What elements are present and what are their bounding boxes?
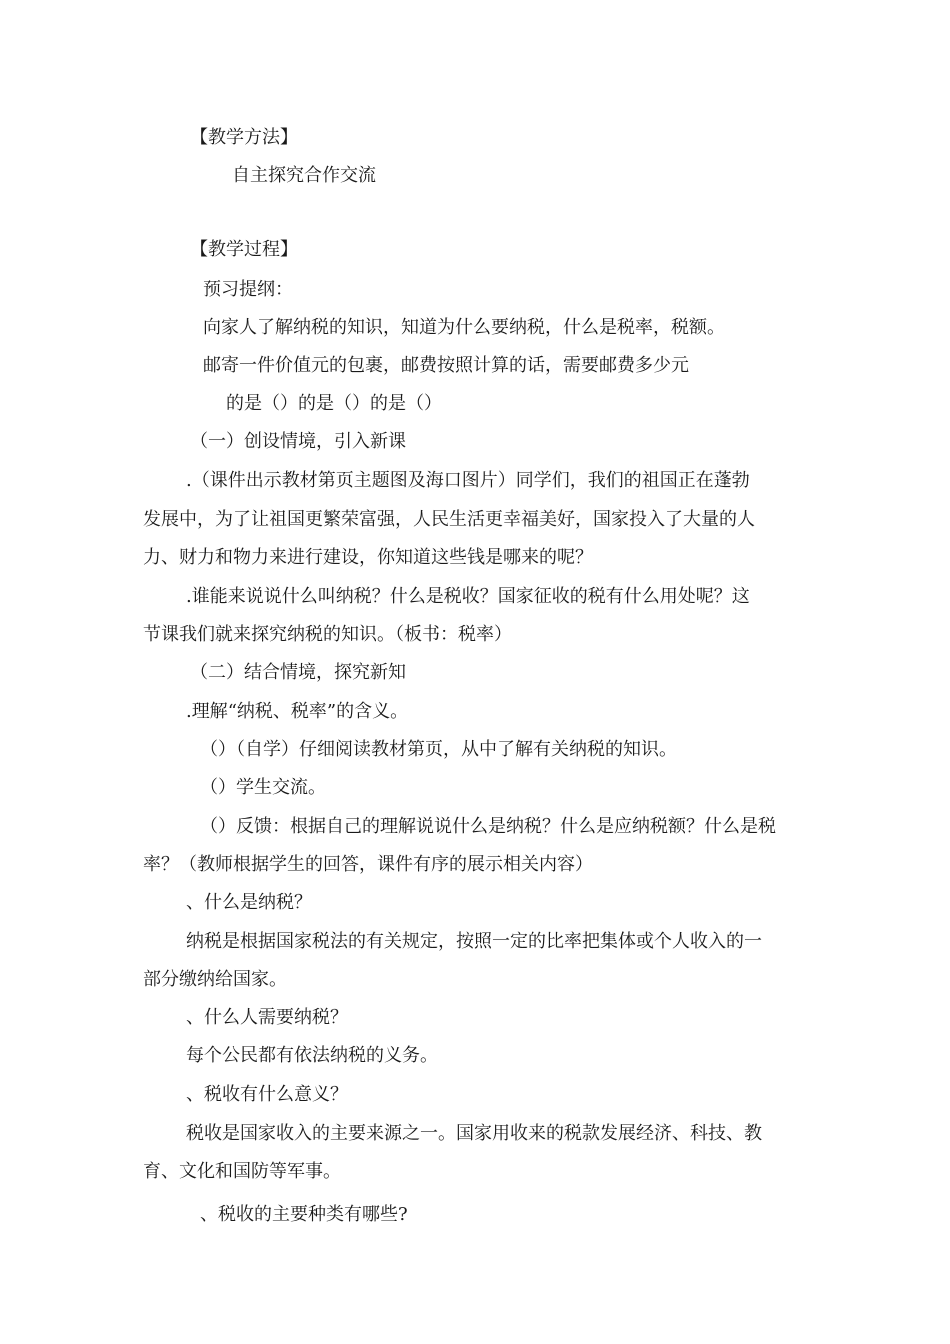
item-1: .理解“纳税、税率”的含义。 [186,701,409,722]
answer-3-line-1: 税收是国家收入的主要来源之一。国家用收来的税款发展经济、科技、教 [186,1123,762,1144]
preview-item-2: 邮寄一件价值元的包裹，邮费按照计算的话，需要邮费多少元 [203,355,689,376]
paragraph-1-line-3: 力、财力和物力来进行建设，你知道这些钱是哪来的呢？ [143,547,593,568]
preview-item-3: 的是（）的是（）的是（） [226,393,442,414]
question-4: 、税收的主要种类有哪些? [200,1204,408,1225]
method-heading: 【教学方法】 [190,127,298,148]
answer-2: 每个公民都有依法纳税的义务。 [186,1045,438,1066]
preview-label: 预习提纲： [203,279,293,300]
paragraph-2-line-2: 节课我们就来探究纳税的知识。（板书：税率） [143,624,512,645]
paragraph-1-line-1: .（课件出示教材第页主题图及海口图片）同学们，我们的祖国正在蓬勃 [186,470,750,491]
item-1b: （）学生交流。 [200,777,326,798]
answer-3-line-2: 育、文化和国防等军事。 [143,1161,341,1182]
paragraph-1-line-2: 发展中，为了让祖国更繁荣富强，人民生活更幸福美好，国家投入了大量的人 [143,509,755,530]
item-1a: （）（自学）仔细阅读教材第页，从中了解有关纳税的知识。 [200,739,677,760]
method-text: 自主探究合作交流 [232,165,376,186]
section-2-title: （二）结合情境，探究新知 [190,662,406,683]
question-2: 、什么人需要纳税？ [186,1007,348,1028]
preview-item-1: 向家人了解纳税的知识，知道为什么要纳税，什么是税率，税额。 [203,317,725,338]
process-heading: 【教学过程】 [190,239,298,260]
paragraph-2-line-1: .谁能来说说什么叫纳税？什么是税收？国家征收的税有什么用处呢？这 [186,586,750,607]
answer-1-line-2: 部分缴纳给国家。 [143,969,287,990]
answer-1-line-1: 纳税是根据国家税法的有关规定，按照一定的比率把集体或个人收入的一 [186,931,762,952]
section-1-title: （一）创设情境，引入新课 [190,431,406,452]
item-1c-line-1: （）反馈：根据自己的理解说说什么是纳税？什么是应纳税额？什么是税 [200,816,776,837]
item-1c-line-2: 率？（教师根据学生的回答，课件有序的展示相关内容） [143,854,593,875]
question-1: 、什么是纳税？ [186,892,312,913]
question-3: 、税收有什么意义？ [186,1084,348,1105]
